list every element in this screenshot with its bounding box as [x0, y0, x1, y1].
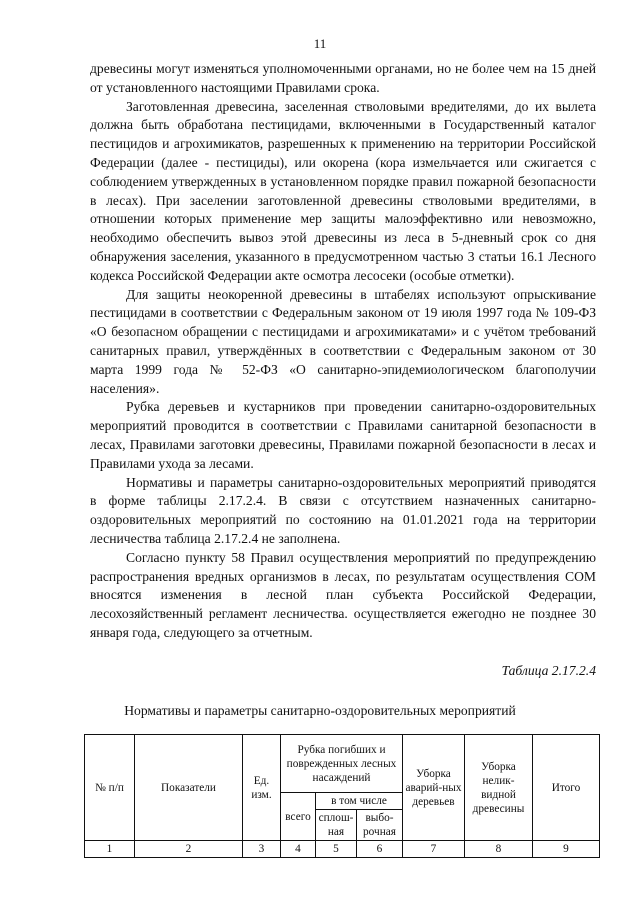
- paragraph-felling-rules: Рубка деревьев и кустарников при проведении санитарно-оздоровительных мероприятий проводится в соответствии с Правилами санитарной безопасности в лесах, Правилами заготовки древесины, Правилами пожарной безопасности в лесах и Правилами ухода за лесами.: [90, 399, 596, 471]
- header-illiquid-wood: Уборка нелик-видной древесины: [465, 735, 533, 841]
- paragraph-plan-changes: Согласно пункту 58 Правил осуществления мероприятий по предупреждению распространения вредных организмов в лесах, по результатам осуществления СОМ вносятся изменения в лесной план субъекта Российской Федерации, лесохозяйственный регламент лесничества. осуществляется ежегодно не позднее 30 января года, следующего за отчетным.: [90, 549, 596, 640]
- table-number-row: [85, 841, 600, 858]
- paragraph-norms: Нормативы и параметры санитарно-оздоровительных мероприятий приводятся в форме таблицы 2.17.2.4. В связи с отсутствием назначенных санитарно-оздоровительных мероприятий по состоянию на 01.01.2021 года на территории лесничества таблица 2.17.2.4 не заполнена.: [90, 474, 596, 546]
- page-number: 11: [313, 36, 327, 51]
- table-cell: 4: [281, 841, 316, 858]
- paragraph-stack-protection: Для защиты неокоренной древесины в штабелях используют опрыскивание пестицидами в соответствии с Федеральным законом от 19 июля 1997 года № 109-ФЗ «О безопасном обращении с пестицидами и агрохимикатами» и с учётом требований санитарных правил, утверждённых в соответствии с Федеральным законом от 30 марта 1999 года № 52-ФЗ «О санитарно-эпидемиологическом благополучии населения».: [90, 286, 596, 396]
- header-felling-group: Рубка погибших и поврежденных лесных насаждений: [281, 735, 403, 793]
- table-cell: 7: [403, 841, 465, 858]
- header-total: всего: [281, 793, 316, 841]
- table-cell: 8: [465, 841, 533, 858]
- table-cell: 5: [316, 841, 357, 858]
- header-unit: Ед. изм.: [243, 735, 281, 841]
- table-cell: 6: [357, 841, 403, 858]
- header-emergency-trees: Уборка аварий-ных деревьев: [403, 735, 465, 841]
- header-total-sum: Итого: [533, 735, 600, 841]
- header-including: в том числе: [316, 793, 403, 810]
- table-cell: 9: [533, 841, 600, 858]
- header-indicators: Показатели: [135, 735, 243, 841]
- table-label: Таблица 2.17.2.4: [501, 663, 596, 678]
- table-cell: 2: [135, 841, 243, 858]
- header-num: № п/п: [85, 735, 135, 841]
- paragraph-pest-treatment: Заготовленная древесина, заселенная стволовыми вредителями, до их вылета должна быть обработана пестицидами, включенными в Государственный каталог пестицидов и агрохимикатов, разрешенных к применению на территории Российской Федерации (далее - пестициды), или окорена (кора измельчается или сжигается с соблюдением утвержденных в установленном порядке правил пожарной безопасности в лесах). При заселении заготовленной древесины стволовыми вредителями, в отношении которых применение мер защиты малоэффективно или невозможно, необходимо обеспечить вывоз этой древесины из леса в 5-дневный срок со дня обнаружения заселения, указанного в предусмотренном частью 3 статьи 16.1 Лесного кодекса Российской Федерации акте осмотра лесосеки (особые отметки).: [90, 98, 596, 283]
- header-clear-felling: сплош-ная: [316, 810, 357, 841]
- table-cell: 3: [243, 841, 281, 858]
- table-cell: 1: [85, 841, 135, 858]
- body-text: [90, 60, 596, 643]
- norms-table: [84, 734, 600, 858]
- paragraph-continued: древесины могут изменяться уполномоченными органами, но не более чем на 15 дней от установленного настоящими Правилами срока.: [90, 61, 596, 95]
- table-title: Нормативы и параметры санитарно-оздоровительных мероприятий: [124, 703, 516, 718]
- header-selective-felling: выбо-рочная: [357, 810, 403, 841]
